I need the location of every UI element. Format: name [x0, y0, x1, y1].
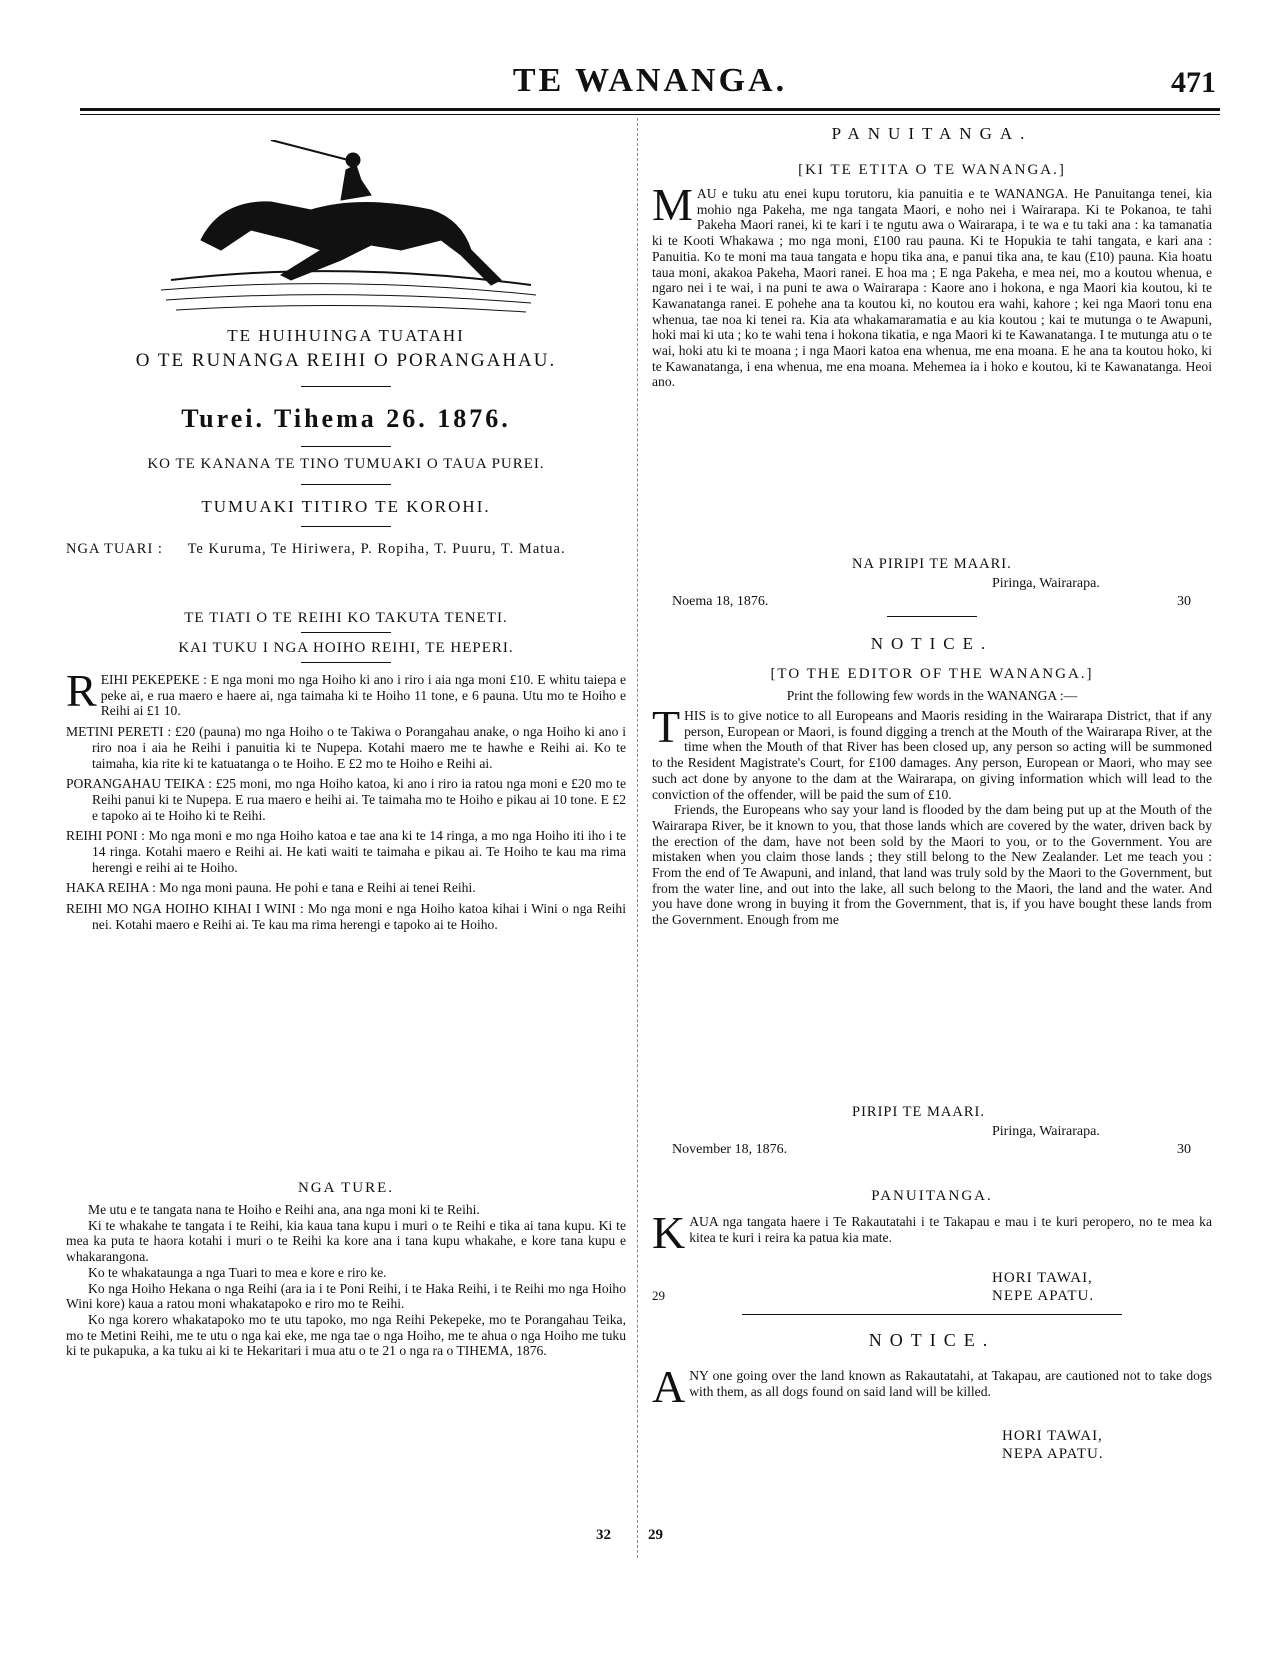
rule-item: Ko nga Hoiho Hekana o nga Reihi (ara ia i te Poni Reihi, i te Haka Reihi, i te Reihi mo nga Hoiho Wini kore) kaua a ratou moni whakatapoko e riro mo te Reihi. [66, 1280, 626, 1312]
rules-heading: NGA TURE. [297, 1180, 395, 1196]
racehorse-illustration [141, 140, 541, 320]
masthead-rule-thin [80, 114, 1220, 115]
line-tumuaki: TUMUAKI TITIRO TE KOROHI. [201, 497, 491, 516]
stewards [66, 540, 626, 558]
panuitanga-heading: PANUITANGA. [831, 124, 1033, 143]
rule-item: Me utu e te tangata nana te Hoiho e Reihi ana, ana nga moni ki te Reihi. [88, 1202, 480, 1217]
race-entry: PORANGAHAU TEIKA : £25 moni, mo nga Hoiho katoa, ki ano i riro ia ratou nga moni e £20 mo te Reihi panui ki te Nupepa. E rua maero e heihi ai. Te taimaha mo te Hoiho e pikau ai 10 tone. E £2 e tapoko ai te Hoiho ki te Reihi. [66, 776, 626, 823]
stewards-label: NGA TUARI : [66, 541, 163, 557]
notice2-body: ANY one going over the land known as Rakautatahi, at Takapau, are cautioned not to take dogs with them, as all dogs found on said land will be killed. [652, 1361, 1212, 1412]
notice2-sig1: HORI TAWAI, [1002, 1428, 1103, 1444]
notice-sub: [TO THE EDITOR OF THE WANANGA.] [770, 666, 1094, 682]
masthead-rule [80, 108, 1220, 111]
notice-intro: Print the following few words in the WANANGA :— [786, 688, 1078, 703]
rules-list [66, 1202, 626, 1359]
line-kai-tuku: KAI TUKU I NGA HOIHO REIHI, TE HEPERI. [178, 640, 514, 656]
column-divider [637, 118, 638, 1558]
masthead [80, 62, 1220, 107]
footer-number-left: 32 [596, 1527, 611, 1543]
stewards-names: Te Kuruma, Te Hiriwera, P. Ropiha, T. Puuru, T. Matua. [187, 541, 566, 557]
rule [301, 632, 391, 633]
panuitanga2-sig1: HORI TAWAI, [992, 1270, 1093, 1286]
panuitanga-sub: [KI TE ETITA O TE WANANGA.] [798, 162, 1066, 178]
heading-huihuinga: TE HUIHUINGA TUATAHI [227, 326, 465, 345]
page-number: 471 [1171, 66, 1216, 99]
race-entry: REIHI PONI : Mo nga moni e mo nga Hoiho katoa e tae ana ki te 14 ringa, a mo nga Hoiho iti iho i te 14 ringa. Kotahi maero e Reihi ai. He kati waiti te taimaha e pikau ai. Te Hoiho te kau ma rima herengi e reihi ai te Hoiho. [66, 828, 626, 875]
races-list [66, 665, 626, 933]
rule [301, 662, 391, 663]
panuitanga-place: Piringa, Wairarapa. [992, 576, 1100, 591]
notice-body [652, 701, 1212, 928]
notice-signature: PIRIPI TE MAARI. [852, 1104, 985, 1120]
panuitanga2-number: 29 [652, 1288, 665, 1303]
panuitanga2-body: KAUA nga tangata haere i Te Rakautatahi i te Takapau e mau i te kuri peropero, no te mea ka kitea te kuri i reira ka patua kia mate. [652, 1207, 1212, 1258]
rule-item: Ki te whakahe te tangata i te Reihi, kia kaua tana kupu i muri o te Reihi e tika ai tana kupu. Ki te mea ka puta te haora kotahi i muri o te Reihi ka kore ana i tana kupu whakahe, e kore tana kupu e whakarangona. [66, 1217, 626, 1265]
line-tiati: TE TIATI O TE REIHI KO TAKUTA TENETI. [184, 610, 508, 626]
panuitanga2-heading: PANUITANGA. [871, 1188, 993, 1204]
rule [742, 1314, 1122, 1315]
panuitanga2-sig2: NEPE APATU. [992, 1288, 1095, 1304]
race-entry: REIHI PEKEPEKE : E nga moni mo nga Hoiho ki ano i riro i aia nga moni £10. E whitu taiepa e peke ai, e rua maero e haere ai, nga taimaha ki te Hoiho 11 tone, e 6 pauna. Utu mo te Hoiho e Reihi ai £1 10. [66, 665, 626, 719]
race-entry: METINI PERETI : £20 (pauna) mo nga Hoiho o te Takiwa o Porangahau anake, o nga Hoiho ki ano i riro noa i aia he Reihi i panuitia ki te Nupepa. Kotahi maero me te hawhe e Reihi ai. Ko te taimaha, kia rite ki te katuatanga o te Hoiho. E £2 mo te Hoiho e Reihi ai. [66, 724, 626, 771]
race-entry: HAKA REIHA : Mo nga moni pauna. He pohi e tana e Reihi ai tenei Reihi. [66, 880, 476, 896]
rule-item: Ko te whakataunga a nga Tuari to mea e kore e riro ke. [88, 1264, 387, 1280]
notice-place: Piringa, Wairarapa. [992, 1124, 1100, 1139]
panuitanga-signature: NA PIRIPI TE MAARI. [852, 556, 1012, 572]
line-kanana: KO TE KANANA TE TINO TUMUAKI O TAUA PUREI. [147, 456, 545, 472]
rule [301, 484, 391, 485]
notice-heading: NOTICE. [870, 634, 994, 653]
notice2-sig2: NEPA APATU. [1002, 1446, 1104, 1462]
rule [887, 616, 977, 617]
newspaper-title: TE WANANGA. [512, 62, 788, 99]
notice-date: November 18, 1876. [672, 1142, 788, 1157]
rule-item: Ko nga korero whakatapoko mo te utu tapoko, mo nga Reihi Pekepeke, mo te Porangahau Teika, mo te Metini Reihi, me te utu o nga kai eke, me nga tae o nga Hoiho, me te ahua o nga Hoiho me tuku ki te pukapuka, a ka tuku ai ki te Hekaritari i mua atu o te 21 o nga ra o TIHEMA, 1876. [66, 1311, 626, 1359]
rule [301, 446, 391, 447]
rule [301, 526, 391, 527]
notice-number: 30 [1177, 1142, 1191, 1157]
race-date: Turei. Tihema 26. 1876. [181, 404, 511, 433]
race-entry: REIHI MO NGA HOIHO KIHAI I WINI : Mo nga moni e nga Hoiho katoa kihai i Wini o nga Reihi nei. Kotahi maero e Reihi ai. Te kau ma rima herengi e tapoko ai te Hoiho. [66, 901, 626, 932]
notice-paragraph: THIS is to give notice to all Europeans and Maoris residing in the Wairarapa District, that if any person, European or Maori, is found digging a trench at the Mouth of the Wairarapa River, at the time when the Mouth of that River has been closed up, any person so acting will be summoned to the Resident Magistrate's Court, for £100 damages. Any person, European or Maori, who may see such act done by anyone to the dam at the Wairarapa, on giving information which will lead to the conviction of the offender, will be paid the sum of £10. [652, 701, 1212, 802]
panuitanga-body: MAU e tuku atu enei kupu torutoru, kia panuitia e te WANANGA. He Panuitanga tenei, kia mohio nga Pakeha, me nga tangata Maori, e noho nei i Wairarapa. Ki te Pokanoa, te tahi Pakeha Maori ranei, ki te kari i te ngutu awa o Wairarapa, i te wa e tu taki ana : ka tamanatia ki te Kooti Whakawa ; mo nga moni, £100 rau pauna. Ki te Hopukia te tahi tangata, e kari ana : Panuitia. Ko te moni ma taua tangata e hopu tika ana, e panui tika ana, te kau (£10) pauna. Kia hoatu taua moni, akakoa Pakeha, Maori ranei. E hoa ma ; E nga Pakeha, e mea nei, mo a koutou whenua, e ngaro nei i te wai, i na puni te awa o Wairarapa : Kaore ano i hokona, e nga Maori kia koutou, ki te Kawanatanga ranei. E pohehe ana ta koutou ki, no koutou era wahi, kahore ; kei nga Maori tonu ena whenua, tae noa ki tenei ra. Kia ata whakamaramatia e au kia koutou ; kai te mutunga o te Awapuni, hoki mai ki uta ; ko te wahi tena i hokona tikatia, e nga Maori ki te Kawanatanga. I te mutunga atu o te wai, hoki atu ki te moana ; i nga Maori katoa ena whenua, me ena moana. E he ana ta koutou hoko, ki te Kawanatanga, i ena whenua, me ena moana. Mehemea ia i hoko e koutou, ki te Kawanatanga. Heoi ano. [652, 179, 1212, 390]
panuitanga-number: 30 [1177, 594, 1191, 609]
heading-runanga: O TE RUNANGA REIHI O PORANGAHAU. [135, 350, 557, 371]
panuitanga-date: Noema 18, 1876. [672, 594, 769, 609]
footer-number-right: 29 [648, 1527, 663, 1543]
rule [301, 386, 391, 387]
notice2-heading: NOTICE. [868, 1330, 996, 1350]
notice-paragraph: Friends, the Europeans who say your land is flooded by the dam being put up at the Mouth of the Wairarapa River, be it known to you, that those lands which are covered by the water, driven back by the erection of the dam, have not been sold by the Maori to you, or to the Government. You are mistaken when you claim those lands ; they still belong to the New Zealander. Let me teach you : From the end of Te Awapuni, and inland, that land was truly sold by the Maori to the Government, but from the water line, and out into the lake, all such belong to the Maori, the land and the water. And you have done wrong in buying it from the Government, that is, if you have bought these lands from the Government. Enough from me [652, 802, 1212, 928]
